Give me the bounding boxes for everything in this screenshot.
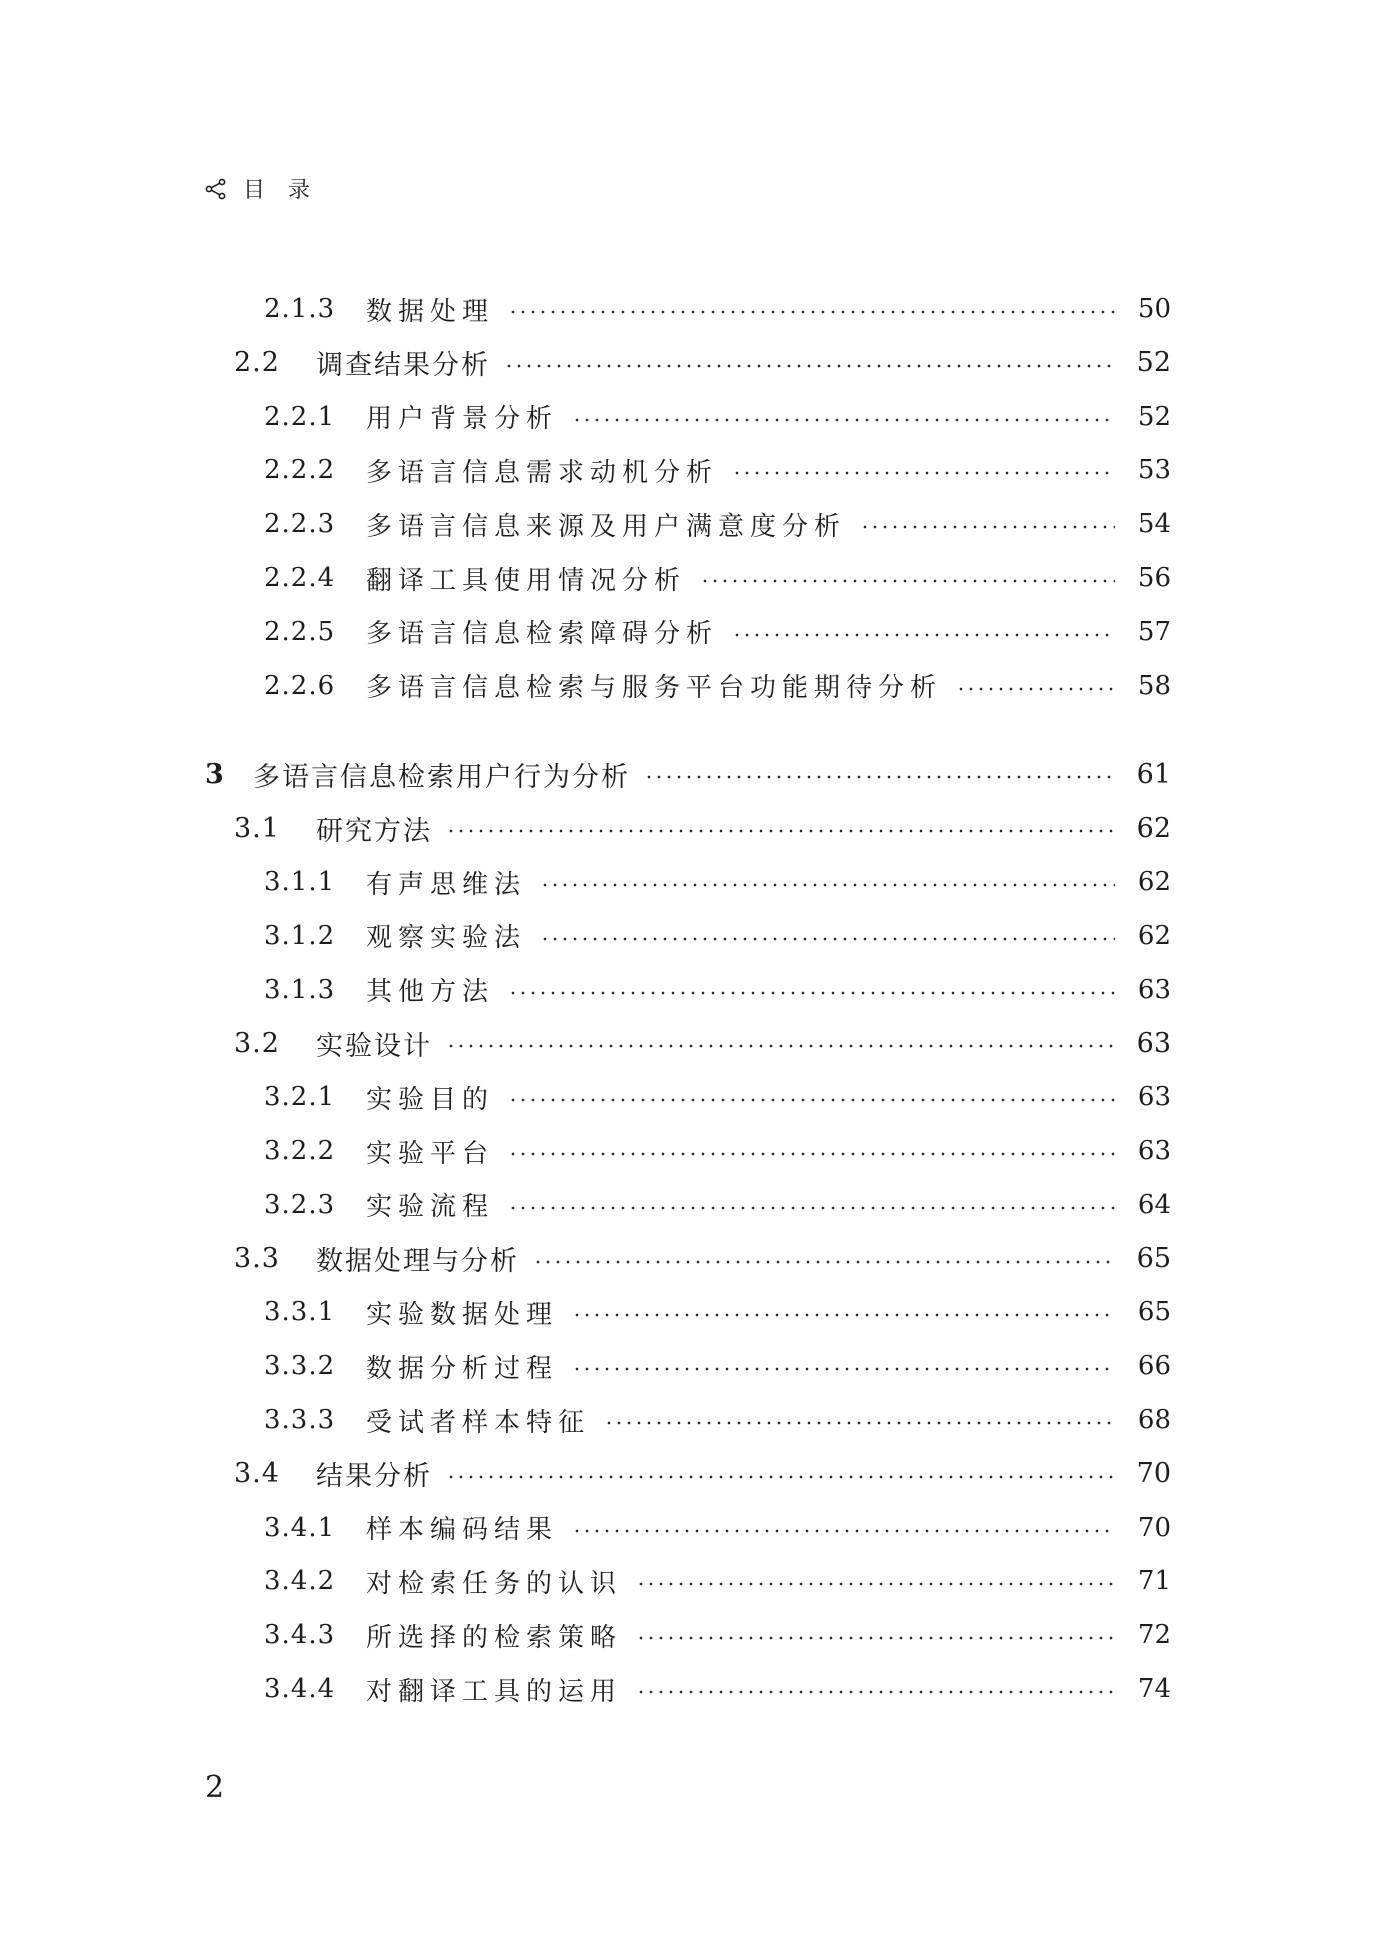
toc-entry-page: 61	[1136, 758, 1171, 790]
toc-entry[interactable]	[0, 1501, 1387, 1555]
dot-leader	[636, 1636, 1115, 1640]
toc-entry-number: 3.2.1	[264, 1082, 336, 1113]
dot-leader	[572, 1367, 1115, 1371]
toc-entry[interactable]	[0, 659, 1387, 713]
toc-entry-number: 2.2.1	[264, 401, 336, 432]
toc-entry-page: 63	[1136, 1027, 1171, 1059]
toc-entry-title: 数据处理与分析	[316, 1246, 519, 1278]
dot-leader	[504, 364, 1115, 368]
running-header	[205, 173, 318, 204]
dot-leader	[508, 1152, 1115, 1156]
toc-entry-title: 调查结果分析	[316, 350, 490, 382]
dot-leader	[508, 1098, 1115, 1102]
toc-entry[interactable]	[0, 551, 1387, 605]
toc-entry[interactable]	[0, 1554, 1387, 1608]
toc-entry-title: 所选择的检索策略	[366, 1622, 623, 1653]
toc-entry-number: 2.2.5	[264, 616, 336, 647]
toc-entry-page: 57	[1137, 616, 1171, 647]
toc-entry-page: 62	[1137, 867, 1171, 897]
toc-entry-title: 实验设计	[316, 1030, 432, 1062]
share-icon	[205, 178, 227, 200]
dot-leader	[508, 310, 1115, 314]
toc-entry-title: 多语言信息检索障碍分析	[366, 619, 719, 650]
toc-entry-title: 实验流程	[366, 1192, 495, 1223]
dot-leader	[446, 829, 1115, 833]
toc-entry-title: 多语言信息检索用户行为分析	[253, 761, 630, 793]
toc-entry-number: 2.2.2	[264, 455, 336, 486]
dot-leader	[572, 1313, 1115, 1317]
toc-entry-page: 52	[1137, 401, 1171, 432]
toc-entry[interactable]	[0, 909, 1387, 963]
toc-entry-number: 3.3.3	[264, 1405, 336, 1435]
dot-leader	[446, 1475, 1115, 1479]
toc-entry[interactable]	[0, 801, 1387, 855]
toc-entry-number: 3.3.2	[264, 1351, 336, 1382]
toc-entry-page: 63	[1137, 974, 1171, 1005]
dot-leader	[604, 1421, 1115, 1425]
toc-entry-number: 3.3.1	[264, 1297, 336, 1328]
toc-entry[interactable]	[0, 747, 1387, 801]
toc-entry[interactable]	[0, 1016, 1387, 1070]
dot-leader	[572, 418, 1115, 422]
toc-entry-page: 70	[1137, 1512, 1171, 1543]
dot-leader	[572, 1529, 1115, 1533]
toc-entry[interactable]	[0, 1662, 1387, 1716]
toc-entry-number: 3.2	[234, 1027, 280, 1059]
toc-entry[interactable]	[0, 1124, 1387, 1178]
toc-entry[interactable]	[0, 1608, 1387, 1662]
toc-entry-page: 62	[1137, 920, 1171, 951]
header-title: 目 录	[243, 178, 318, 203]
toc-entry-title: 用户背景分析	[366, 404, 559, 435]
toc-entry-number: 2.2	[234, 347, 280, 379]
toc-entry[interactable]	[0, 1339, 1387, 1393]
dot-leader	[508, 991, 1115, 995]
toc-entry-page: 64	[1137, 1189, 1171, 1220]
toc-entry-page: 52	[1136, 347, 1171, 379]
toc-entry-number: 3.4.2	[264, 1566, 336, 1597]
toc-entry-title: 对翻译工具的运用	[366, 1676, 623, 1707]
toc-entry-title: 实验数据处理	[366, 1299, 559, 1330]
toc-entry-number: 3.2.3	[264, 1189, 336, 1220]
toc-entry-page: 58	[1137, 670, 1171, 701]
toc-entry-title: 观察实验法	[366, 923, 527, 954]
dot-leader	[540, 883, 1115, 887]
toc-entry-page: 66	[1137, 1351, 1171, 1382]
toc-entry-page: 65	[1136, 1243, 1171, 1275]
dot-leader	[732, 471, 1115, 475]
toc-entry-title: 实验目的	[366, 1084, 495, 1115]
toc-entry[interactable]	[0, 1447, 1387, 1501]
toc-entry[interactable]	[0, 336, 1387, 390]
dot-leader	[644, 775, 1115, 779]
toc-entry[interactable]	[0, 963, 1387, 1017]
toc-entry-number: 3.1.1	[264, 867, 336, 897]
toc-entry-page: 74	[1137, 1674, 1171, 1704]
toc-entry-title: 研究方法	[316, 815, 432, 847]
toc-entry-page: 68	[1137, 1405, 1171, 1435]
toc-entry[interactable]	[0, 1070, 1387, 1124]
toc-entry-page: 63	[1137, 1136, 1171, 1166]
dot-leader	[636, 1690, 1115, 1694]
dot-leader	[540, 937, 1115, 941]
toc-entry[interactable]	[0, 443, 1387, 497]
toc-entry-page: 71	[1137, 1566, 1171, 1597]
toc-entry-title: 结果分析	[316, 1461, 432, 1493]
toc-entry-title: 有声思维法	[366, 869, 527, 900]
toc-entry-page: 56	[1137, 563, 1171, 593]
toc-entry-number: 2.2.6	[264, 670, 336, 701]
toc-entry-page: 72	[1137, 1620, 1171, 1651]
toc-entry-title: 受试者样本特征	[366, 1407, 591, 1438]
dot-leader	[732, 633, 1115, 637]
toc-entry[interactable]	[0, 605, 1387, 659]
toc-entry-number: 2.2.4	[264, 563, 336, 593]
toc-entry-title: 样本编码结果	[366, 1515, 559, 1546]
toc-entry-title: 数据处理	[366, 296, 495, 327]
toc-entry-title: 其他方法	[366, 977, 495, 1008]
toc-entry[interactable]	[0, 282, 1387, 336]
toc-entry[interactable]	[0, 855, 1387, 909]
dot-leader	[700, 579, 1115, 583]
toc-entry-number: 3.2.2	[264, 1136, 336, 1166]
page-number: 2	[205, 1770, 225, 1805]
toc-entry-page: 53	[1137, 455, 1171, 486]
toc-entry[interactable]	[0, 1285, 1387, 1339]
toc-entry-number: 3.4.4	[264, 1674, 336, 1704]
toc-entry[interactable]	[0, 1393, 1387, 1447]
toc-entry-title: 实验平台	[366, 1138, 495, 1169]
toc-entry-number: 3.4	[234, 1458, 280, 1490]
toc-entry-title: 翻译工具使用情况分析	[366, 565, 687, 596]
toc-entry-title: 多语言信息来源及用户满意度分析	[366, 511, 847, 542]
dot-leader	[446, 1044, 1115, 1048]
toc-entry-title: 数据分析过程	[366, 1353, 559, 1384]
toc-entry-number: 3	[205, 758, 224, 790]
toc-entry-page: 63	[1137, 1082, 1171, 1113]
toc-entry-page: 62	[1136, 812, 1171, 844]
toc-entry-page: 65	[1137, 1297, 1171, 1328]
dot-leader	[860, 525, 1115, 529]
toc-entry-page: 54	[1137, 509, 1171, 540]
toc-entry-number: 2.2.3	[264, 509, 336, 540]
toc-entry-number: 3.4.1	[264, 1512, 336, 1543]
dot-leader	[956, 687, 1115, 691]
toc-entry-page: 70	[1136, 1458, 1171, 1490]
toc-entry-number: 3.4.3	[264, 1620, 336, 1651]
toc-entry-number: 2.1.3	[264, 294, 336, 324]
toc-entry-title: 对检索任务的认识	[366, 1568, 623, 1599]
toc-entry[interactable]	[0, 1178, 1387, 1232]
toc-entry-number: 3.1.2	[264, 920, 336, 951]
toc-entry[interactable]	[0, 497, 1387, 551]
dot-leader	[636, 1582, 1115, 1586]
toc-entry-page: 50	[1137, 294, 1171, 324]
toc-entry-number: 3.1	[234, 812, 280, 844]
toc-entry-number: 3.3	[234, 1243, 280, 1275]
dot-leader	[508, 1206, 1115, 1210]
toc-entry-number: 3.1.3	[264, 974, 336, 1005]
toc-entry-title: 多语言信息需求动机分析	[366, 457, 719, 488]
toc-entry-title: 多语言信息检索与服务平台功能期待分析	[366, 673, 943, 704]
dot-leader	[533, 1260, 1115, 1264]
toc-entry[interactable]	[0, 390, 1387, 444]
toc-entry[interactable]	[0, 1232, 1387, 1286]
